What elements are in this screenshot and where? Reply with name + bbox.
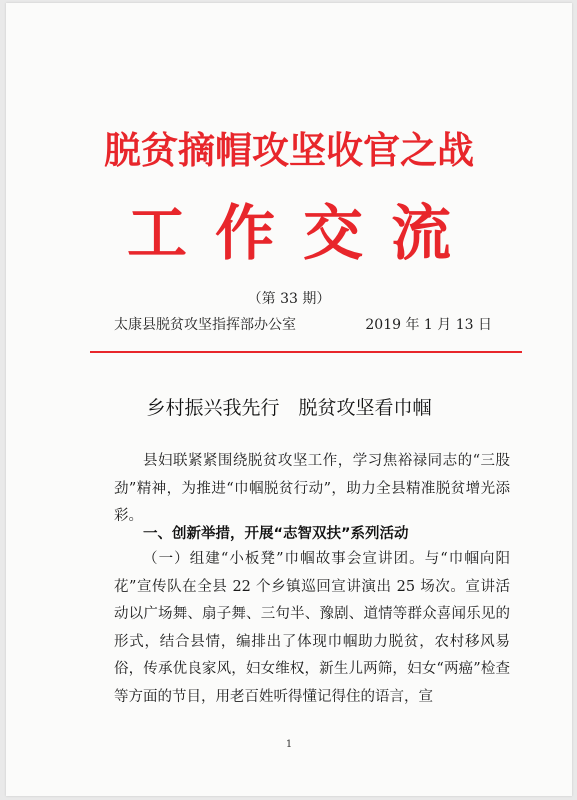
issue-date: 2019 年 1 月 13 日 (365, 317, 492, 333)
masthead-title-line1: 脱贫摘帽攻坚收官之战 (104, 129, 474, 172)
issuer-date-row (114, 314, 492, 334)
red-divider-line (90, 351, 522, 353)
document-page (6, 3, 572, 796)
issuer: 太康县脱贫攻坚指挥部办公室 (114, 317, 296, 333)
intro-paragraph: 县妇联紧紧围绕脱贫攻坚工作，学习焦裕禄同志的“三股劲”精神，为推进“巾帼脱贫行动”，助力全县精准脱贫增光添彩。 (114, 453, 510, 525)
section-heading: 一、创新举措，开展“志智双扶”系列活动 (143, 526, 409, 542)
page-number: 1 (285, 739, 293, 750)
masthead-title-line2: 工作交流 (127, 199, 479, 269)
article-title: 乡村振兴我先行 脱贫攻坚看巾帼 (146, 397, 432, 419)
section-paragraph: （一）组建“小板凳”巾帼故事会宣讲团。与“巾帼向阳花”宣传队在全县 22 个乡镇巡回宣讲演出 25 场次。宣讲活动以广场舞、扇子舞、三句半、豫剧、道情等群众喜闻乐见的形式，结合县情，编排出了体现巾帼助力脱贫，农村移风易俗，传承优良家风，妇女维权，新生儿两筛，妇女“两癌”检查等方面的节目，用老百姓听得懂记得住的语言，宣 (114, 551, 510, 705)
issue-number: （第 33 期） (247, 291, 331, 307)
